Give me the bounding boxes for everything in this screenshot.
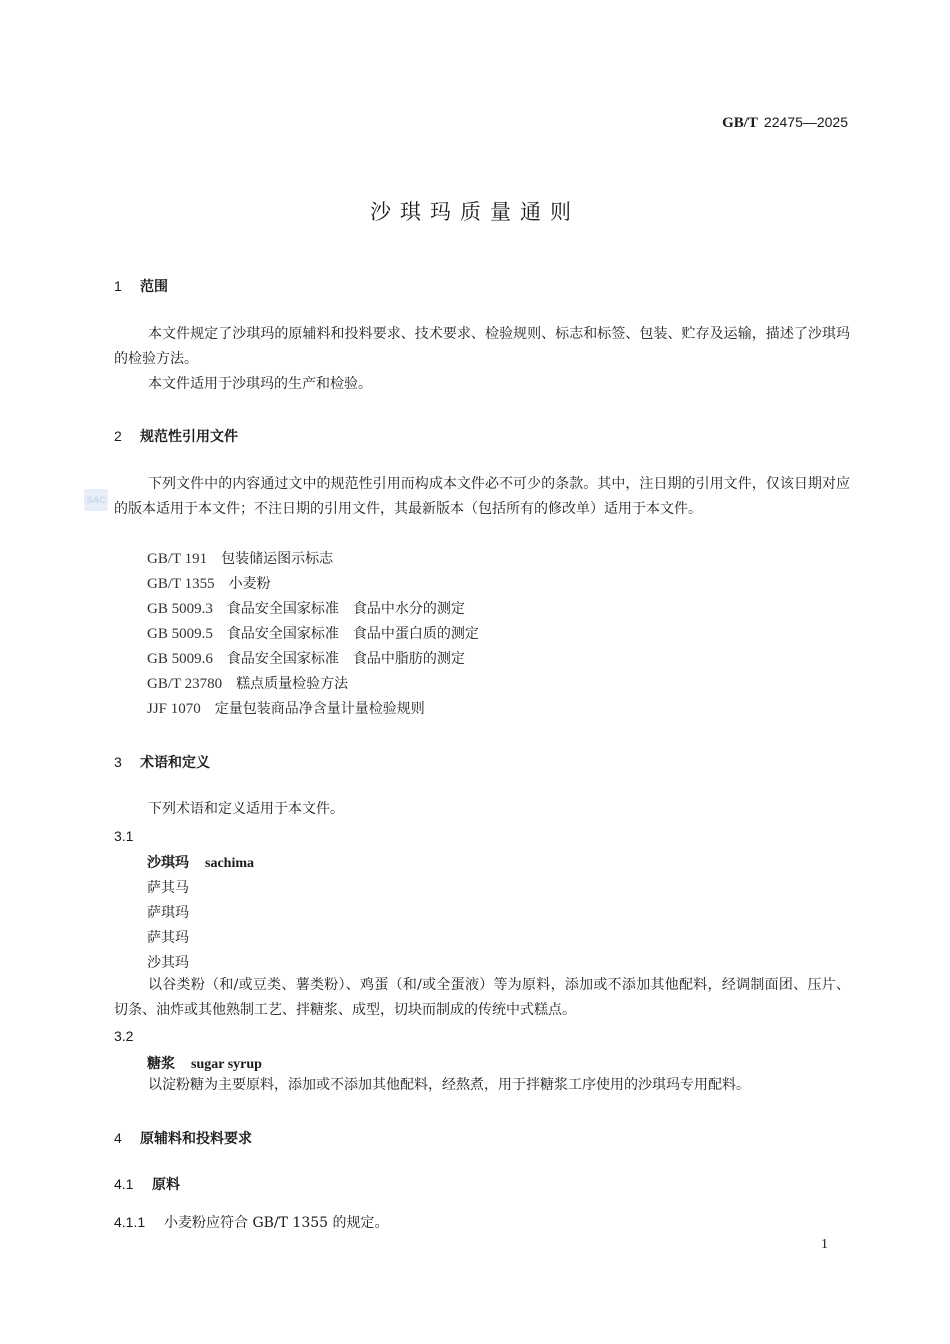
standard-number (722, 114, 848, 132)
term-english: sugar syrup (191, 1057, 262, 1072)
term-entry (147, 852, 254, 872)
term-synonym: 萨琪玛 (147, 905, 189, 921)
term-entry (147, 1053, 262, 1073)
section-heading-2: 2 规范性引用文件 (114, 428, 238, 445)
reference-item: GB 5009.3 食品安全国家标准 食品中水分的测定 (147, 601, 465, 617)
term-number: 3.1 (114, 828, 134, 844)
reference-item: GB/T 191 包装储运图示标志 (147, 551, 334, 567)
section-heading-3: 3 术语和定义 (114, 754, 210, 771)
reference-item: GB/T 1355 小麦粉 (147, 576, 271, 592)
section-heading-4: 4 原辅料和投料要求 (114, 1130, 252, 1147)
term-definition: 以淀粉糖为主要原料，添加或不添加其他配料，经熬煮，用于拌糖浆工序使用的沙琪玛专用配料。 (148, 1077, 750, 1093)
page-number: 1 (821, 1237, 828, 1252)
reference-item: GB/T 23780 糕点质量检验方法 (147, 676, 349, 692)
reference-item: GB 5009.6 食品安全国家标准 食品中脂肪的测定 (147, 651, 465, 667)
section-1-paragraph-1: 本文件规定了沙琪玛的原辅料和投料要求、技术要求、检验规则、标志和标签、包装、贮存及运输，描述了沙琪玛的检验方法。 (114, 326, 850, 367)
term-number: 3.2 (114, 1028, 134, 1044)
term-chinese: 沙琪玛 (147, 855, 189, 871)
term-chinese: 糖浆 (147, 1056, 175, 1072)
term-synonym: 萨其玛 (147, 930, 189, 946)
sac-watermark-logo: SAC (84, 489, 108, 511)
subsection-heading-4-1: 4.1 原料 (114, 1176, 180, 1193)
term-definition: 以谷类粉（和/或豆类、薯类粉）、鸡蛋（和/或全蛋液）等为原料，添加或不添加其他配料，经调制面团、压片、切条、油炸或其他熟制工艺、拌糖浆、成型，切块而制成的传统中式糕点。 (114, 977, 850, 1018)
term-synonym: 沙其玛 (147, 955, 189, 971)
section-3-paragraph-1: 下列术语和定义适用于本文件。 (148, 801, 344, 817)
section-2-paragraph-1: 下列文件中的内容通过文中的规范性引用而构成本文件必不可少的条款。其中，注日期的引用文件，仅该日期对应的版本适用于本文件；不注日期的引用文件，其最新版本（包括所有的修改单）适用于本文件。 (114, 476, 850, 517)
standard-code: 22475—2025 (763, 114, 848, 130)
document-title: 沙琪玛质量通则 (370, 200, 580, 224)
reference-item: GB 5009.5 食品安全国家标准 食品中蛋白质的测定 (147, 626, 479, 642)
term-synonym: 萨其马 (147, 880, 189, 896)
section-1-paragraph-2: 本文件适用于沙琪玛的生产和检验。 (148, 376, 372, 392)
term-english: sachima (205, 856, 254, 871)
clause-4-1-1: 4.1.1 小麦粉应符合 GB/T 1355 的规定。 (114, 1214, 389, 1231)
section-heading-1: 1 范围 (114, 278, 168, 295)
standard-prefix: GB/T (722, 115, 758, 131)
reference-item: JJF 1070 定量包装商品净含量计量检验规则 (147, 701, 425, 717)
